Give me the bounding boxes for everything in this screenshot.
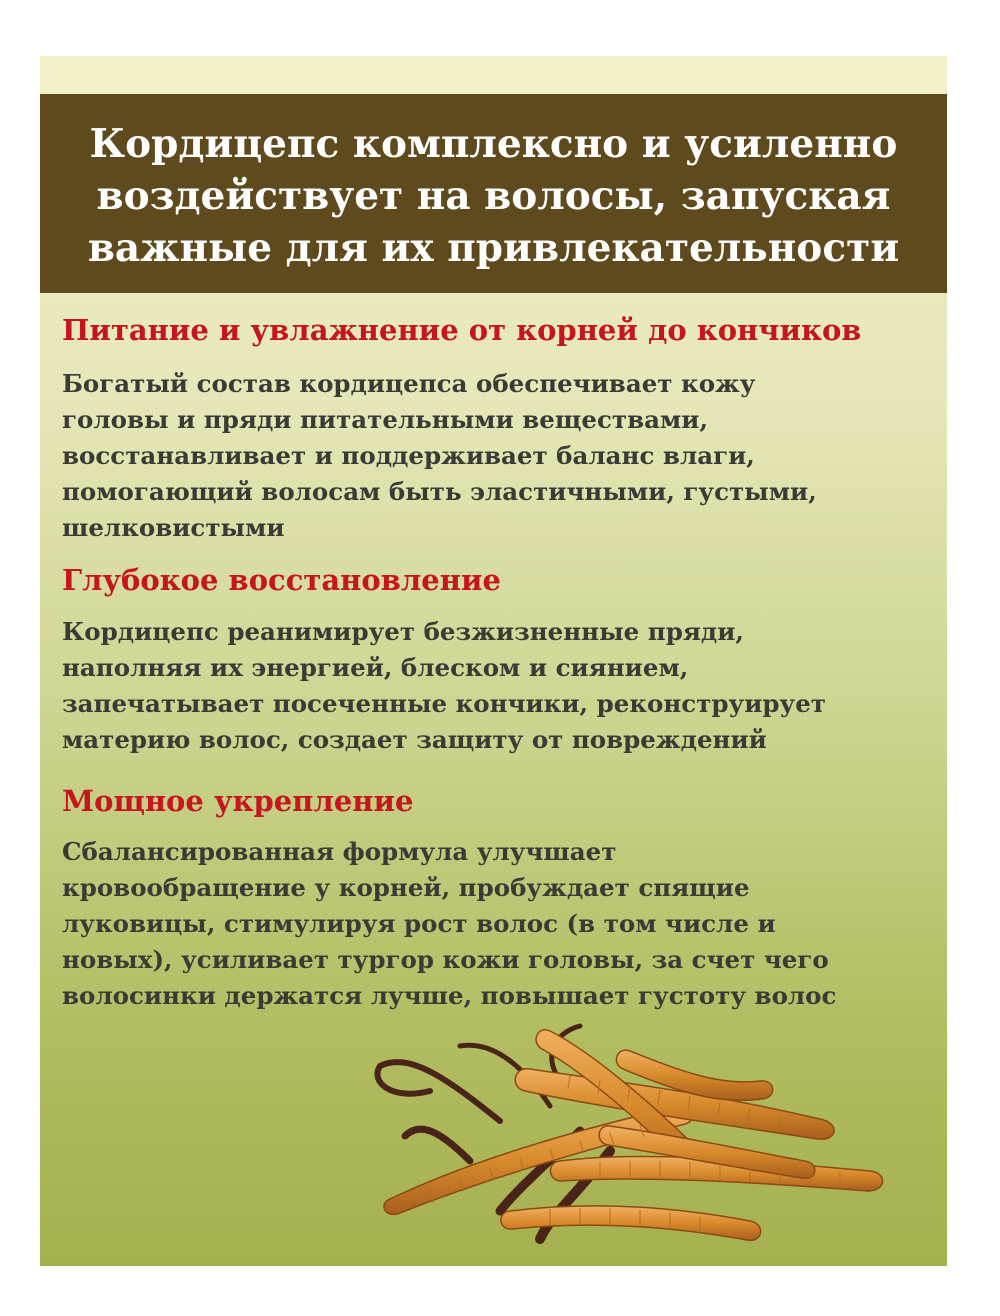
title-banner [40, 94, 947, 293]
section-body-nutrition: Богатый состав кордицепса обеспечивает кожу головы и пряди питательными веществами, восстанавливает и поддерживает баланс влаги, помогающий волосам быть эластичными, густыми, шелковистыми [62, 369, 817, 542]
section-body-restoration: Кордицепс реанимирует безжизненные пряди, наполняя их энергией, блеском и сиянием, запечатывает посеченные кончики, реконструирует материю волос, создает защиту от повреждений [62, 617, 826, 754]
cordyceps-illustration [350, 1011, 910, 1251]
section-body-strengthening: Сбалансированная формула улучшает кровообращение у корней, пробуждает спящие луковицы, стимулируя рост волос (в том числе и новых), усиливает тургор кожи головы, за счет чего волосинки держатся лучше, повышает густоту волос [62, 837, 837, 1010]
banner-title: Кордицепс комплексно и усиленно воздействует на волосы, запуская важные для их привлекательности [87, 121, 900, 271]
section-heading-nutrition: Питание и увлажнение от корней до кончиков [62, 313, 862, 347]
section-heading-restoration: Глубокое восстановление [62, 563, 501, 597]
section-heading-strengthening: Мощное укрепление [62, 784, 414, 818]
cordyceps-bodies [384, 1030, 883, 1241]
infographic-card [40, 56, 947, 1266]
